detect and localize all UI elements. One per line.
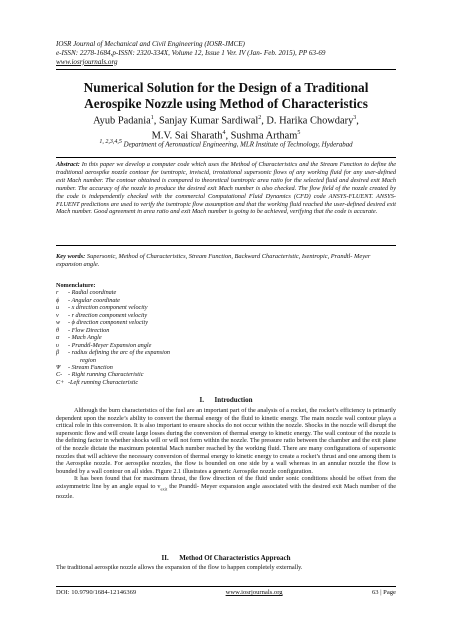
abstract-label: Abstract: xyxy=(56,161,80,168)
introduction-paragraph-1: Although the burn characteristics of the fuel are an important part of the analysis of a rocket, the rocket’s efficiency is primarily dependent upon the nozzle’s ability to convert the thermal energy of the fluid to kinetic energy. The main nozzle wall contour plays a critical role in this conversion. It is also important to ensure shocks do not occur within the nozzle. Shocks in the nozzle will disrupt the supersonic flow and will create large losses during the conversion of thermal energy to kinetic energy. The wall contour of the nozzle is the defining factor in whether shocks will or will not form within the nozzle. The pressure ratio between the chamber and the exit plane of the nozzle dictate the maximum potential Mach number reached by the working fluid. There are many configurations of supersonic nozzles that will achieve the necessary conversion of thermal energy to kinetic energy to create a rocket’s thrust and one among them is the Aerospike nozzle. For aerospike nozzles, the flow is bounded on one side by a wall whereas in an annular nozzle the flow is bounded by a wall contour on all sides. Figure 2.1 illustrates a generic Aerospike nozzle configuration. xyxy=(56,407,396,475)
journal-name: IOSR Journal of Mechanical and Civil Engineering (IOSR-JMCE) xyxy=(56,40,245,48)
subscript-exit: exit xyxy=(160,486,168,492)
author-4-sup: 4 xyxy=(222,130,226,137)
nomenclature-symbol: C+ xyxy=(56,378,65,386)
author-3: D. Harika Chowdary xyxy=(266,115,354,127)
author-3-sup: 3 xyxy=(353,115,357,121)
keywords-text: Supersonic, Method of Characteristics, Stream Function, Backward Characteristic, Isentropic, Prandtl- Meyer expansion angle. xyxy=(56,253,371,268)
author-5-sup: 5 xyxy=(297,130,301,137)
nomenclature-heading: Nomenclature: xyxy=(56,282,96,289)
moc-paragraph-1: The traditional aerospike nozzle allows the expansion of the flow to happen completely externally. xyxy=(56,564,303,571)
footer-site[interactable]: www.iosrjournals.org xyxy=(225,589,283,596)
paper-title: Numerical Solution for the Design of a Traditional Aerospike Nozzle using Method of Characteristics xyxy=(83,80,369,111)
nomenclature-symbol: r xyxy=(56,289,59,297)
author-5: Sushma Artham xyxy=(230,130,298,142)
nomenclature-item xyxy=(56,379,256,386)
introduction-body xyxy=(56,407,396,500)
author-list: Ayub Padania$^1$, Sanjay Kumar Sardiwal$^2$, D. Harika Chowdary$^3$, M.V. Sai Sharath$^4$, Sushma Artham$^5$ xyxy=(93,115,359,142)
nomenclature-symbol: v xyxy=(56,311,59,319)
footer-doi: DOI: 10.9790/1684-12146369 xyxy=(56,589,137,596)
author-2: Sanjay Kumar Sardiwal xyxy=(158,115,259,127)
nomenclature-symbol: θ xyxy=(56,326,60,334)
nomenclature-continuation: region xyxy=(80,356,96,364)
introduction-paragraph-2 xyxy=(56,475,396,500)
moc-body xyxy=(56,564,396,572)
nomenclature-definition: - Prandtl-Meyer Expansion angle xyxy=(68,341,152,349)
nomenclature-item xyxy=(56,304,256,311)
nomenclature xyxy=(56,282,256,386)
journal-site[interactable]: www.iosrjournals.org xyxy=(56,57,118,66)
nomenclature-definition: - radius defining the arc of the expansion xyxy=(68,349,171,357)
nomenclature-symbol: α xyxy=(56,334,60,342)
paragraph-text: It has been found that for maximum thrust, the flow direction of the fluid under sonic conditions should be offset from the axisymmetric line by an angle equal to v xyxy=(56,475,396,490)
nomenclature-item xyxy=(56,297,256,304)
author-1-sup: 1 xyxy=(150,115,154,121)
nomenclature-symbol: ϕ xyxy=(56,296,60,304)
abstract xyxy=(56,161,396,216)
nomenclature-definition: - Radial coordinate xyxy=(68,289,117,297)
nomenclature-definition: - ϕ direction component velocity xyxy=(68,319,148,327)
affiliation-sup: 1, 2,3,4,5 xyxy=(99,139,122,145)
section-heading-moc: II. Method Of Characteristics Approach xyxy=(161,554,291,562)
header-divider xyxy=(56,69,396,70)
nomenclature-definition: - Stream Function xyxy=(68,363,113,371)
affiliation-text: Department of Aeronautical Engineering, MLR Institute of Technology, Hyderabad xyxy=(123,141,353,149)
abstract-top-rule xyxy=(56,157,396,158)
keywords-label: Key words: xyxy=(56,253,86,260)
nomenclature-item xyxy=(56,312,256,319)
nomenclature-symbol: u xyxy=(56,304,60,312)
nomenclature-item xyxy=(56,364,256,371)
nomenclature-definition: - Right running Characteristic xyxy=(68,371,144,379)
nomenclature-item xyxy=(56,289,256,296)
nomenclature-item xyxy=(56,349,256,356)
nomenclature-symbol: β xyxy=(56,349,60,357)
nomenclature-definition: - Angular coordinate xyxy=(68,296,120,304)
nomenclature-definition: - x direction component velocity xyxy=(68,304,148,312)
nomenclature-definition: - Mach Angle xyxy=(68,334,102,342)
nomenclature-symbol: w xyxy=(56,319,61,327)
journal-issn: e-ISSN: 2278-1684,p-ISSN: 2320-334X, Volume 12, Issue 1 Ver. IV (Jan- Feb. 2015), PP 63-69 xyxy=(56,48,326,57)
author-2-sup: 2 xyxy=(258,115,262,121)
keywords xyxy=(56,253,396,269)
section-heading-introduction: I. Introduction xyxy=(199,396,253,404)
nomenclature-symbol: Ψ xyxy=(56,363,61,371)
author-1: Ayub Padania xyxy=(93,115,151,127)
nomenclature-definition: - r direction component velocity xyxy=(68,311,148,319)
abstract-text: In this paper we develop a computer code which uses the Method of Characteristics and the Stream Function to define the traditional aerospike nozzle contour for isentropic, inviscid, irrotational supersonic flows of any working fluid for any user-defined exit Mach number. The contour obtained is compared to theoretical isentropic area ratio for the selected fluid and desired exit Mach number. The accuracy of the nozzle to produce the desired exit Mach number is also checked. The flow field of the nozzle created by the code is independently checked with the commercial Computational Fluid Dynamics (CFD) code ANSYS-FLUENT. ANSYS- FLUENT predictions are used to verify the isentropic flow assumption and that the working fluid reached the user-defined desired exit Mach number. Good agreement in area ratio and exit Mach number is going to be achieved, verifying that the code is accurate. xyxy=(56,161,397,216)
footer-page-number: 63 | Page xyxy=(371,589,396,596)
nomenclature-item xyxy=(56,327,256,334)
nomenclature-definition: -Left running Characteristic xyxy=(68,378,139,386)
author-4: M.V. Sai Sharath xyxy=(151,130,223,142)
nomenclature-symbol: C- xyxy=(56,371,63,379)
journal-header xyxy=(56,40,396,66)
nomenclature-item xyxy=(56,334,256,341)
paragraph-text: the Prandtl- Meyer expansion angle associated with the desired exit Mach number of the nozzle. xyxy=(56,482,396,500)
nomenclature-item xyxy=(56,371,256,378)
nomenclature-item xyxy=(56,319,256,326)
page-footer xyxy=(56,589,396,596)
abstract-bottom-rule xyxy=(56,245,396,246)
nomenclature-item xyxy=(56,342,256,349)
nomenclature-definition: - Flow Direction xyxy=(68,326,110,334)
affiliation xyxy=(56,139,396,148)
nomenclature-symbol: υ xyxy=(56,341,59,349)
footer-divider xyxy=(56,586,396,587)
